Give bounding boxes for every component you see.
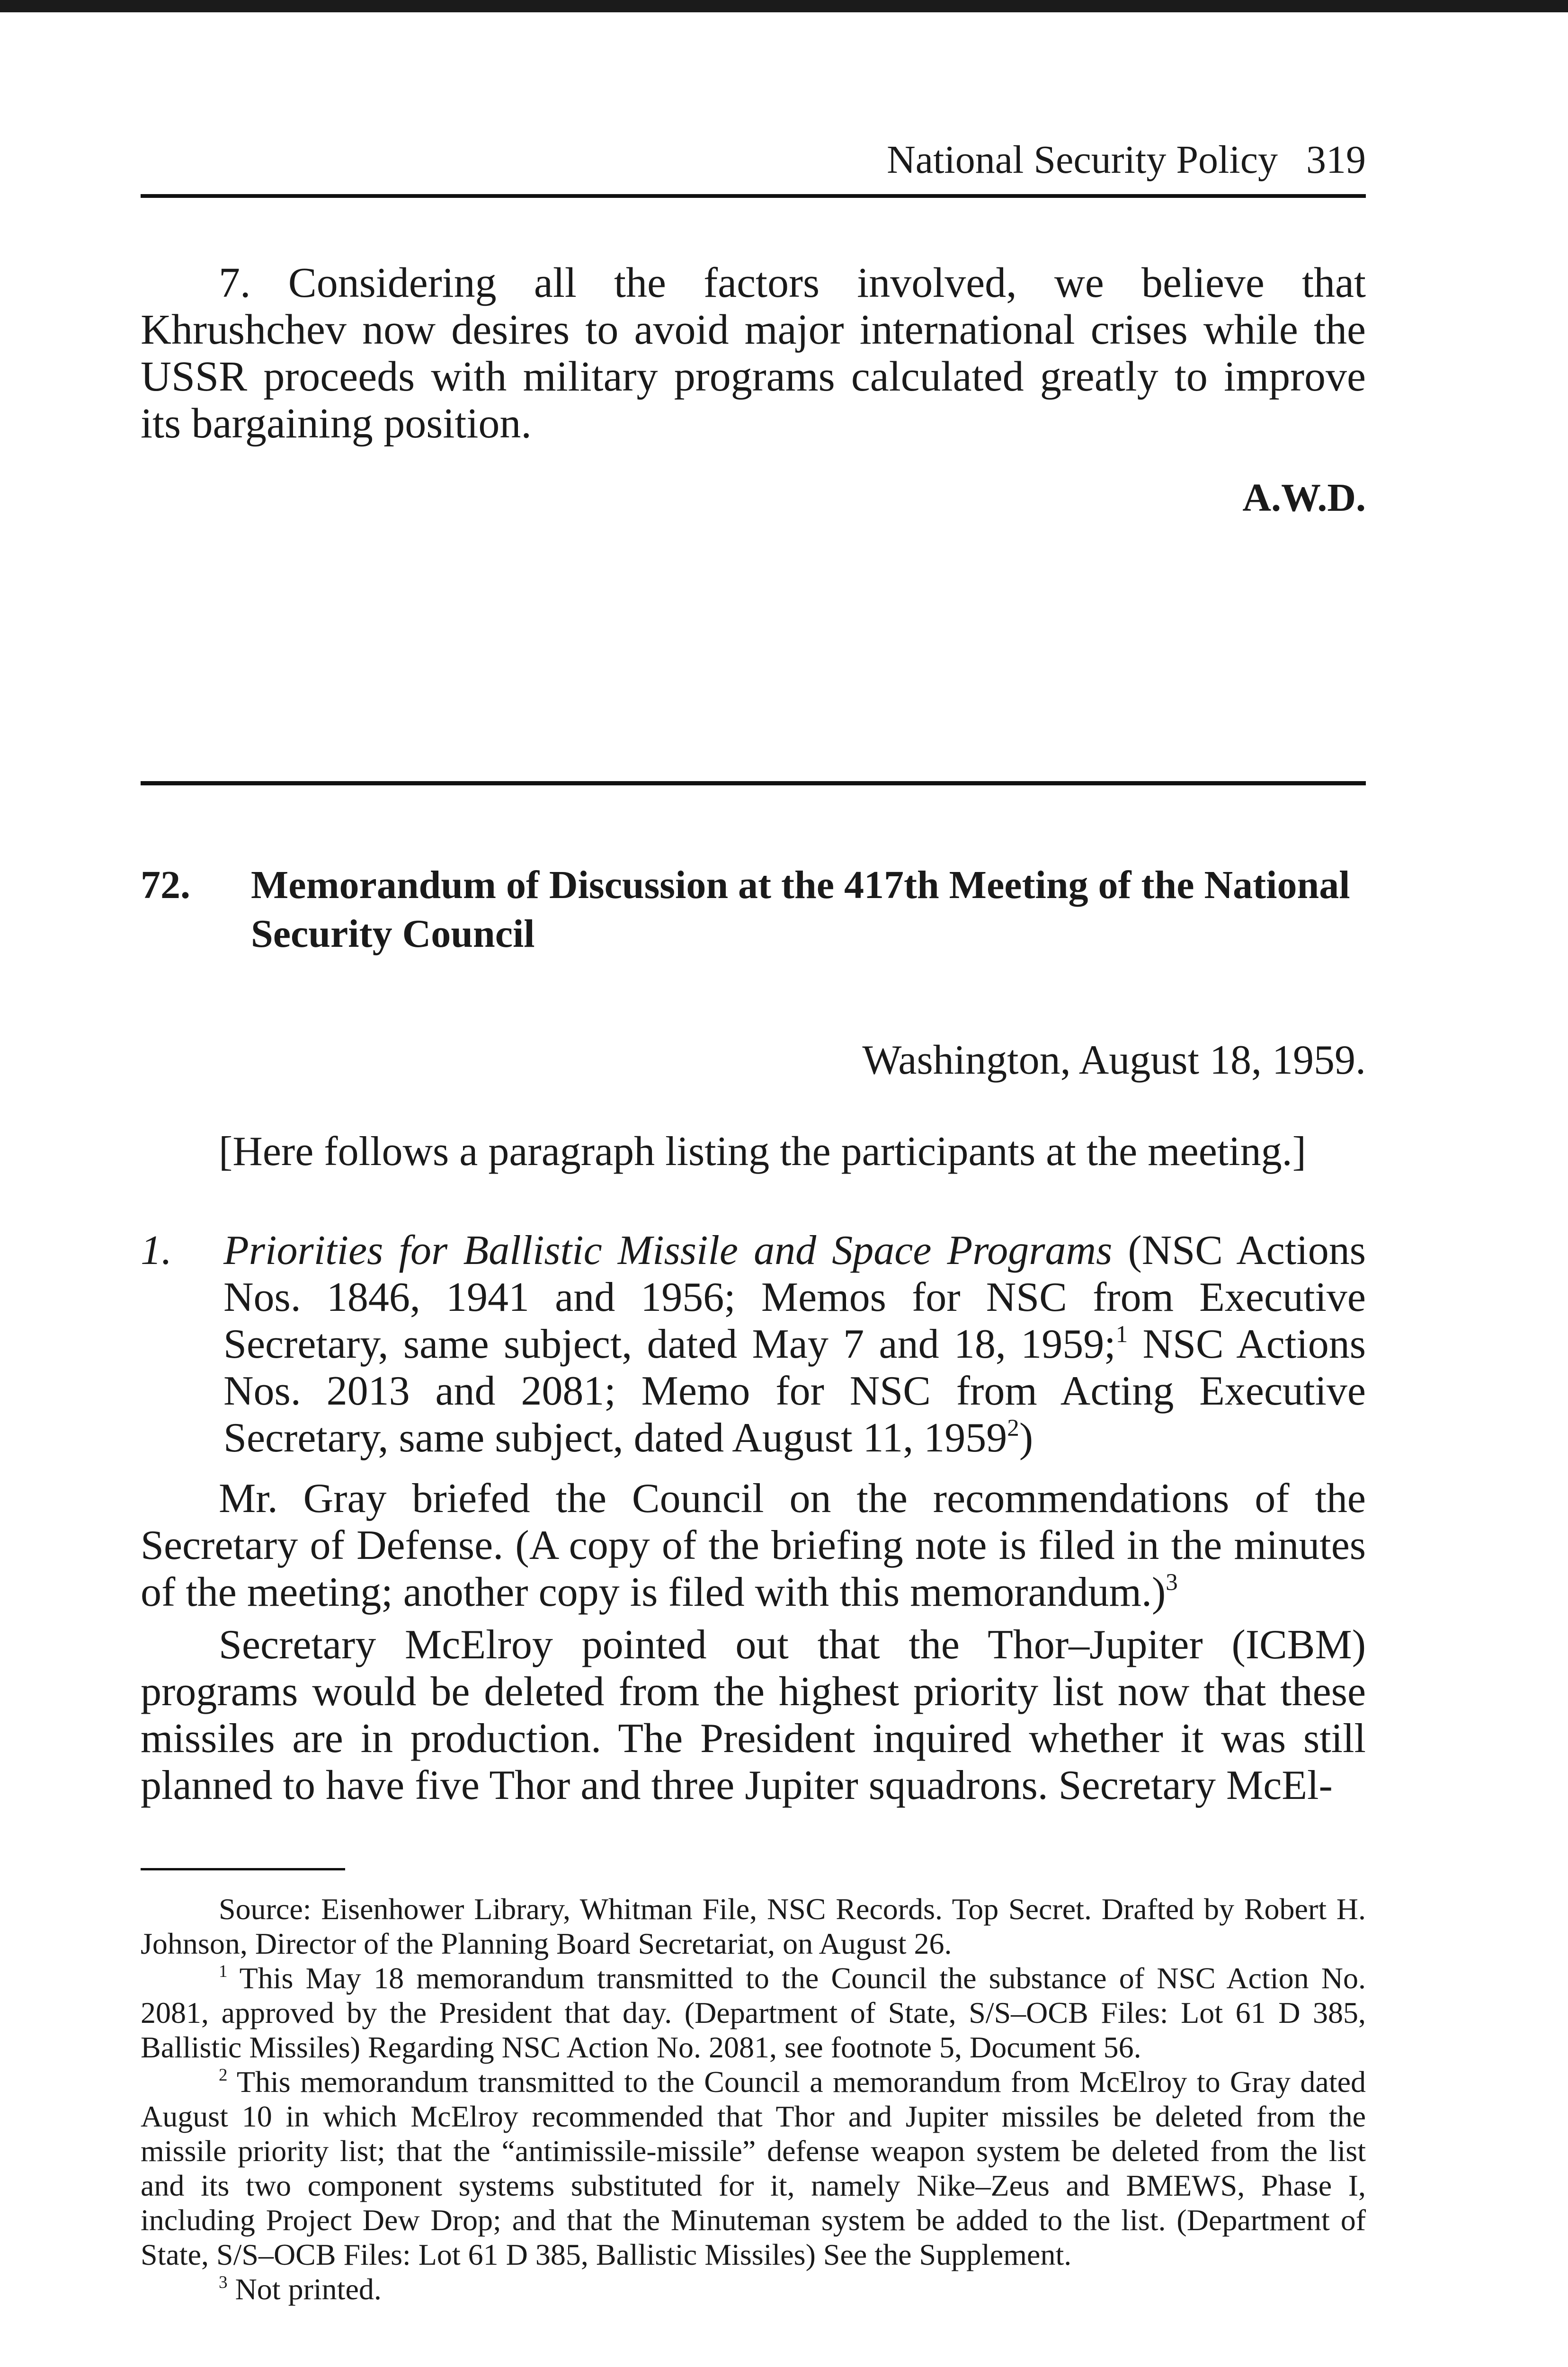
agenda-item-number: 1. [141,1228,172,1273]
scan-edge [0,0,1568,12]
footnotes [141,1892,1366,2306]
discussion [141,1475,1366,1815]
discussion-paragraph: Mr. Gray briefed the Council on the recommendations of the Secretary of Defense. (A copy of the briefing note is filed in the minutes of the meeting; another copy is filed with this memorandum.)$^3$ [141,1476,1366,1615]
participants-note: [Here follows a paragraph listing the participants at the meeting.] [219,1129,1306,1175]
footnote-number: 1 [219,1961,228,1981]
source-note: Source: Eisenhower Library, Whitman File, NSC Records. Top Secret. Drafted by Robert H. Johnson, Director of the Planning Board Secretariat, on August 26. [141,1892,1366,1960]
footnote-ref-3: 3 [1166,1569,1178,1596]
footnote: $^2$ This memorandum transmitted to the Council a memorandum from McElroy to Gray dated August 10 in which McElroy recommended that Thor and Jupiter missiles be deleted from the missile priority list; that the “antimissile-missile” defense weapon system be deleted from the list and its two component systems substituted for it, namely Nike–Zeus and BMEWS, Phase I, including Project Dew Drop; and that the Minuteman system be added to the list. (Department of State, S/S–OCB Files: Lot 61 D 385, Ballistic Missiles) See the Supplement. [141,2065,1366,2271]
agenda-item-refs: (NSC Actions Nos. 1846, 1941 and 1956; Memos for NSC from Executive Secretary, same subject, dated May 7 and 18, 1959; [223,1228,1366,1367]
page-number: 319 [1306,138,1366,182]
footnote-number: 3 [219,2272,228,2292]
agenda-item-refs-cont: NSC Actions Nos. 2013 and 2081; Memo for NSC from Acting Executive Secretary, same subject, dated August 11, 1959 [223,1321,1366,1461]
paragraph-7: 7. Considering all the factors involved, we believe that Khrushchev now desires to avoid major international crises while the USSR proceeds with military programs calculated greatly to improve its bargaining position. [141,259,1366,447]
previous-document-paragraph [141,259,1366,447]
footnote-ref-1: 1 [1115,1321,1128,1348]
document-title: Memorandum of Discussion at the 417th Meeting of the National Security Council [251,863,1350,956]
running-title: National Security Policy [887,138,1278,182]
dateline: Washington, August 18, 1959. [862,1037,1366,1083]
header-rule [141,194,1366,198]
document-heading [141,861,1366,958]
footnote-rule [141,1868,345,1870]
agenda-item-title: Priorities for Ballistic Missile and Space Programs [223,1228,1113,1273]
agenda-item-text [223,1227,1366,1461]
footnote-ref-2: 2 [1007,1415,1019,1442]
signature: A.W.D. [1242,476,1366,520]
footnote: $^3$ Not printed. [219,2272,382,2306]
agenda-item-refs-end: ) [1019,1415,1033,1461]
footnote-number: 2 [219,2065,228,2085]
document-number: 72. [141,863,190,907]
footnote: $^1$ This May 18 memorandum transmitted to the Council the substance of NSC Action No. 2081, approved by the President that day. (Department of State, S/S–OCB Files: Lot 61 D 385, Ballistic Missiles) Regarding NSC Action No. 2081, see footnote 5, Document 56. [141,1961,1366,2064]
running-header [0,136,1366,184]
agenda-item [141,1227,1366,1461]
discussion-paragraph: Secretary McElroy pointed out that the Thor–Jupiter (ICBM) programs would be deleted from the highest priority list now that these missiles are in production. The President inquired whether it was still planned to have five Thor and three Jupiter squadrons. Secretary McEl- [141,1622,1366,1808]
document-separator [141,781,1366,785]
